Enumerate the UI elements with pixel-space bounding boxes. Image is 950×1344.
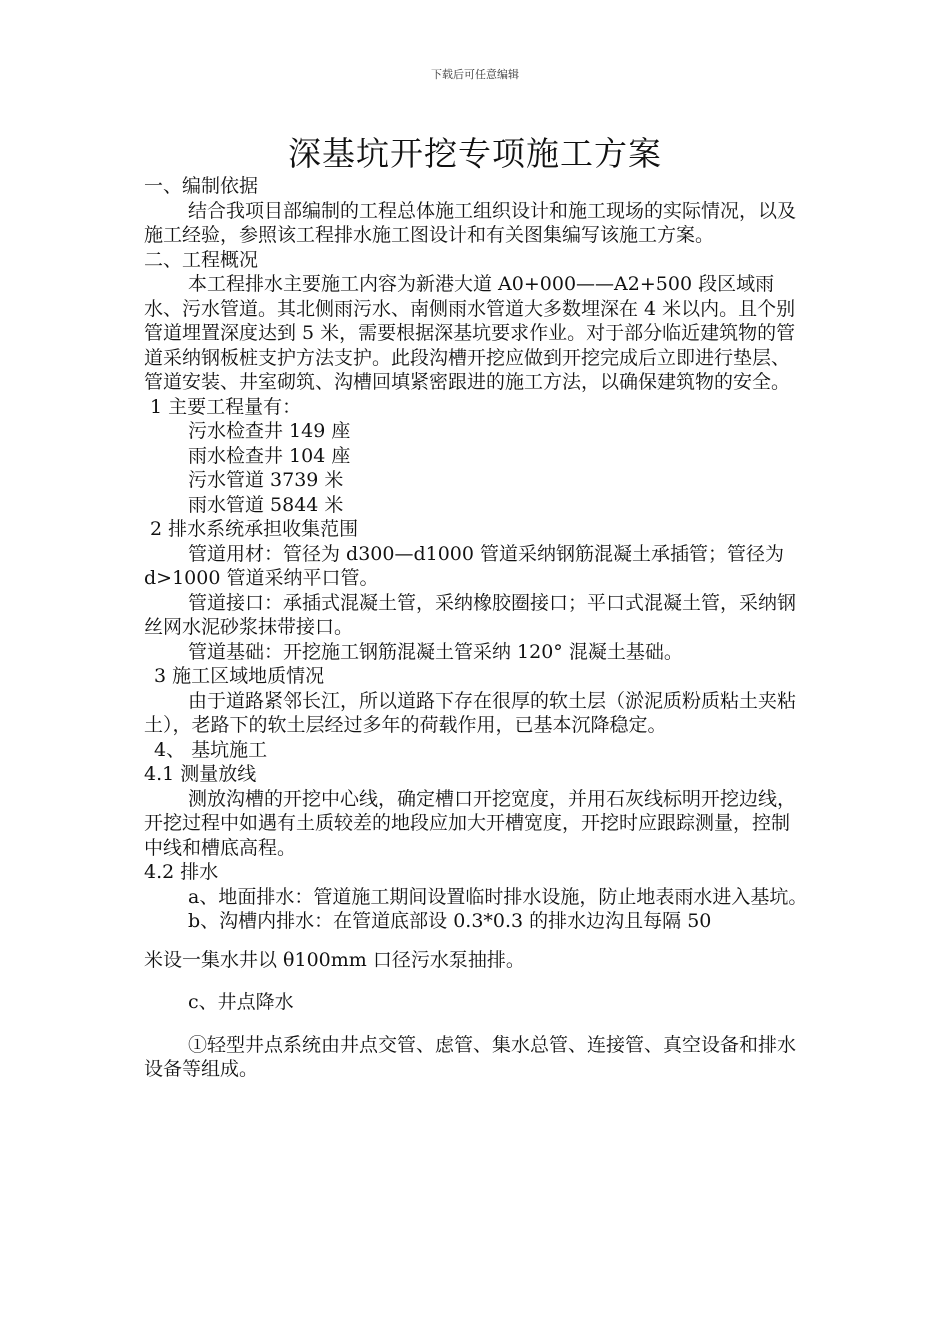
geology-heading: 3 施工区域地质情况 — [154, 665, 325, 687]
geology-paragraph: 由于道路紧邻长江，所以道路下存在很厚的软土层（淤泥质粉质粘土夹粘土），老路下的软土层经过多年的荷载作用，已基本沉降稳定。 — [144, 689, 797, 736]
section-heading-overview: 二、工程概况 — [144, 248, 259, 271]
basis-paragraph: 结合我项目部编制的工程总体施工组织设计和施工现场的实际情况，以及施工经验，参照该工程排水施工图设计和有关图集编写该施工方案。 — [144, 199, 797, 246]
document-title: 深基坑开挖专项施工方案 — [288, 134, 662, 173]
overview-paragraph: 本工程排水主要施工内容为新港大道 A0+000——A2+500 段区域雨水、污水管道。其北侧雨污水、南侧雨水管道大多数埋深在 4 米以内。且个别管道埋置深度达到 5 米，需要根据深基坑要求作业。对于部分临近建筑物的管道采纳钢板桩支护方法支护。此段沟槽开挖应做到开挖完成后立即进行垫层、管道安装、井室砌筑、沟槽回填紧密跟进的施工方法，以确保建筑物的安全。 — [144, 273, 796, 393]
dewatering-heading: 4.2 排水 — [144, 861, 219, 883]
survey-heading: 4.1 测量放线 — [144, 763, 257, 785]
quantity-item: 污水管道 3739 米 — [188, 469, 344, 491]
quantity-item: 雨水检查井 104 座 — [188, 444, 351, 467]
quantities-heading: 1 主要工程量有： — [150, 395, 302, 418]
drainage-scope-heading: 2 排水系统承担收集范围 — [150, 518, 359, 540]
document-body — [144, 174, 808, 1082]
wellpoint-paragraph: ①轻型井点系统由井点交管、虑管、集水总管、连接管、真空设备和排水设备等组成。 — [144, 1033, 797, 1080]
pipe-foundation-paragraph: 管道基础：开挖施工钢筋混凝土管采纳 120° 混凝土基础。 — [188, 640, 683, 663]
trench-drainage-paragraph: b、沟槽内排水：在管道底部设 0.3*0.3 的排水边沟且每隔 50 — [188, 910, 712, 932]
pit-construction-heading: 4、 基坑施工 — [154, 738, 268, 761]
quantity-item: 污水检查井 149 座 — [188, 420, 351, 442]
survey-paragraph: 测放沟槽的开挖中心线，确定槽口开挖宽度，并用石灰线标明开挖边线，开挖过程中如遇有土质较差的地段应加大开槽宽度，开挖时应跟踪测量，控制中线和槽底高程。 — [144, 787, 797, 859]
pipe-material-paragraph: 管道用材：管径为 d300—d1000 管道采纳钢筋混凝土承插管；管径为 d>1000 管道采纳平口管。 — [144, 542, 785, 589]
header-note: 下载后可任意编辑 — [431, 68, 519, 81]
trench-drainage-continuation: 米设一集水井以 θ100mm 口径污水泵抽排。 — [144, 948, 525, 971]
pipe-joint-paragraph: 管道接口：承插式混凝土管，采纳橡胶圈接口；平口式混凝土管，采纳钢丝网水泥砂浆抹带接口。 — [144, 591, 797, 638]
section-heading-basis: 一、编制依据 — [144, 175, 259, 197]
surface-drainage-paragraph: a、地面排水：管道施工期间设置临时排水设施，防止地表雨水进入基坑。 — [188, 885, 808, 908]
wellpoint-heading: c、井点降水 — [188, 991, 294, 1013]
quantity-item: 雨水管道 5844 米 — [188, 493, 344, 516]
